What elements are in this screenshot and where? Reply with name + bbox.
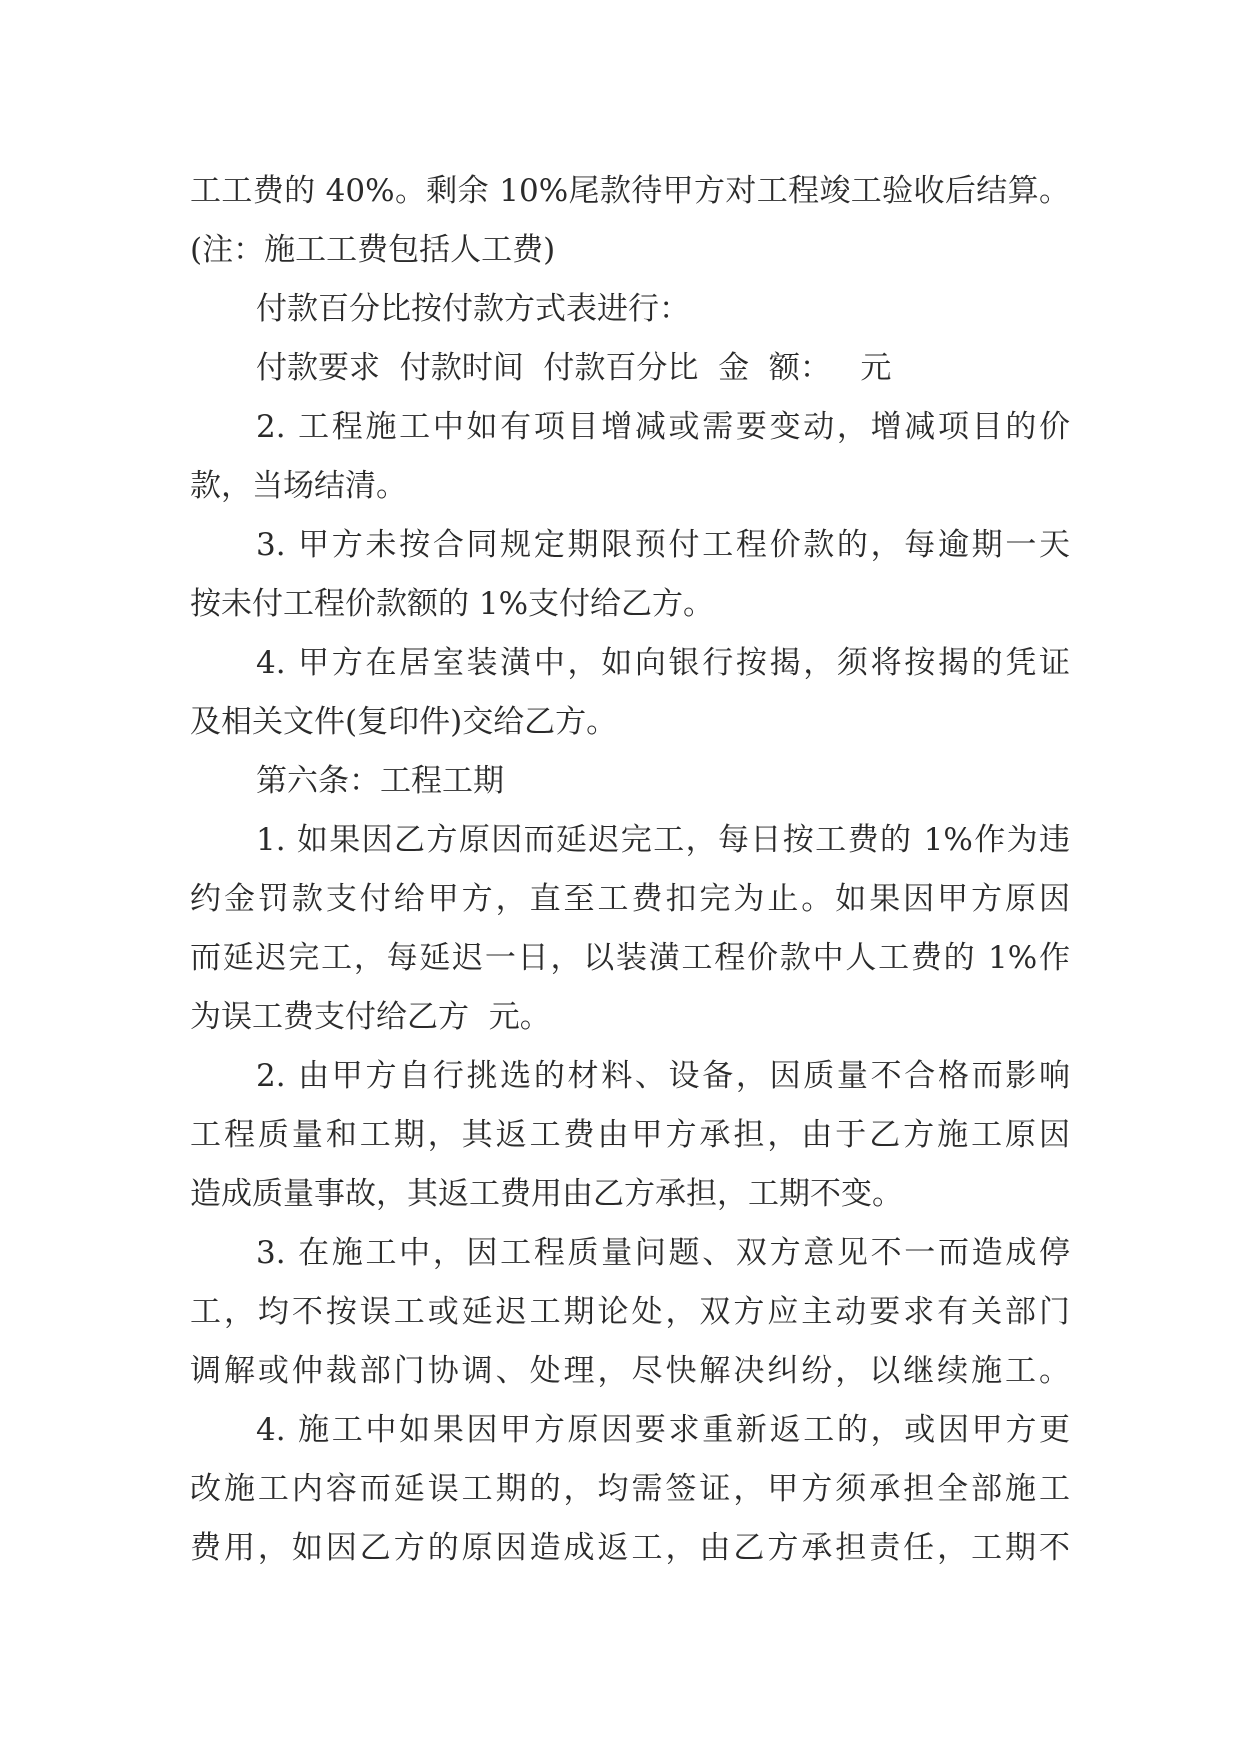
text-line: 2. 工程施工中如有项目增减或需要变动，增减项目的价 xyxy=(256,409,1070,445)
text-line: 工工费的 40%。剩余 10%尾款待甲方对工程竣工验收后结算。 xyxy=(190,173,1070,209)
text-line: 调解或仲裁部门协调、处理，尽快解决纠纷，以继续施工。 xyxy=(190,1353,1070,1389)
text-line: 付款百分比按付款方式表进行： xyxy=(256,291,690,327)
text-line: 工程质量和工期，其返工费由甲方承担，由于乙方施工原因 xyxy=(190,1117,1070,1153)
text-line: 付款要求 付款时间 付款百分比 金 额： 元 xyxy=(256,350,892,386)
text-line: 款，当场结清。 xyxy=(190,468,407,504)
text-line: 约金罚款支付给甲方，直至工费扣完为止。如果因甲方原因 xyxy=(190,881,1070,917)
contract-text xyxy=(190,162,1070,1578)
section-heading: 第六条：工程工期 xyxy=(256,763,504,799)
text-line: 2. 由甲方自行挑选的材料、设备，因质量不合格而影响 xyxy=(256,1058,1070,1094)
text-line: 4. 甲方在居室装潢中，如向银行按揭，须将按揭的凭证 xyxy=(256,645,1070,681)
text-line: 而延迟完工，每延迟一日，以装潢工程价款中人工费的 1%作 xyxy=(190,940,1070,976)
text-line: 为误工费支付给乙方 元。 xyxy=(190,999,551,1035)
text-line: 1. 如果因乙方原因而延迟完工，每日按工费的 1%作为违 xyxy=(256,822,1070,858)
text-line: 造成质量事故，其返工费用由乙方承担，工期不变。 xyxy=(190,1176,903,1212)
text-line: 费用，如因乙方的原因造成返工，由乙方承担责任，工期不 xyxy=(190,1530,1070,1566)
text-line: 3. 甲方未按合同规定期限预付工程价款的，每逾期一天 xyxy=(256,527,1070,563)
text-line: 4. 施工中如果因甲方原因要求重新返工的，或因甲方更 xyxy=(256,1412,1070,1448)
text-line: (注：施工工费包括人工费) xyxy=(190,232,556,268)
text-line: 改施工内容而延误工期的，均需签证，甲方须承担全部施工 xyxy=(190,1471,1070,1507)
text-line: 工，均不按误工或延迟工期论处，双方应主动要求有关部门 xyxy=(190,1294,1070,1330)
text-line: 及相关文件(复印件)交给乙方。 xyxy=(190,704,618,740)
text-line: 按未付工程价款额的 1%支付给乙方。 xyxy=(190,586,715,622)
text-line: 3. 在施工中，因工程质量问题、双方意见不一而造成停 xyxy=(256,1235,1070,1271)
